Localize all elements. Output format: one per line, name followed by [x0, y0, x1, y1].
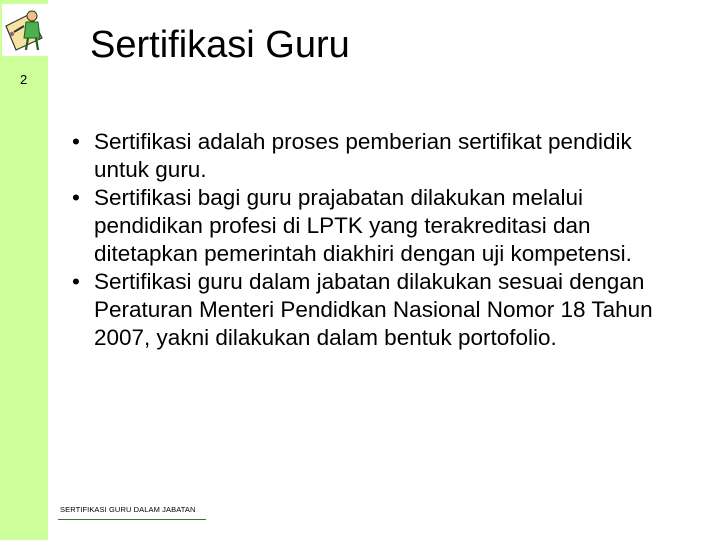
bullet-text: Sertifikasi guru dalam jabatan dilakukan sesuai dengan Peraturan Menteri Pendidkan Nasional Nomor 18 Tahun 2007, yakni dilakukan dalam bentuk portofolio. [94, 269, 653, 350]
bullet-dot: • [72, 185, 80, 210]
bullet-item [72, 184, 692, 268]
footer-underline [58, 519, 206, 520]
bullet-text: Sertifikasi bagi guru prajabatan dilakukan melalui pendidikan profesi di LPTK yang terakreditasi dan ditetapkan pemerintah diakhiri dengan uji kompetensi. [94, 185, 632, 266]
bullet-dot: • [72, 269, 80, 294]
bullet-item [72, 128, 692, 184]
teacher-clipart-icon [2, 4, 48, 56]
bullet-text: Sertifikasi adalah proses pemberian sertifikat pendidik untuk guru. [94, 129, 632, 182]
bullet-item [72, 268, 692, 352]
bullet-list [72, 128, 692, 352]
bullet-dot: • [72, 129, 80, 154]
slide-number: 2 [20, 72, 28, 87]
footer-text: SERTIFIKASI GURU DALAM JABATAN [60, 505, 196, 514]
slide-title: Sertifikasi Guru [90, 24, 350, 66]
